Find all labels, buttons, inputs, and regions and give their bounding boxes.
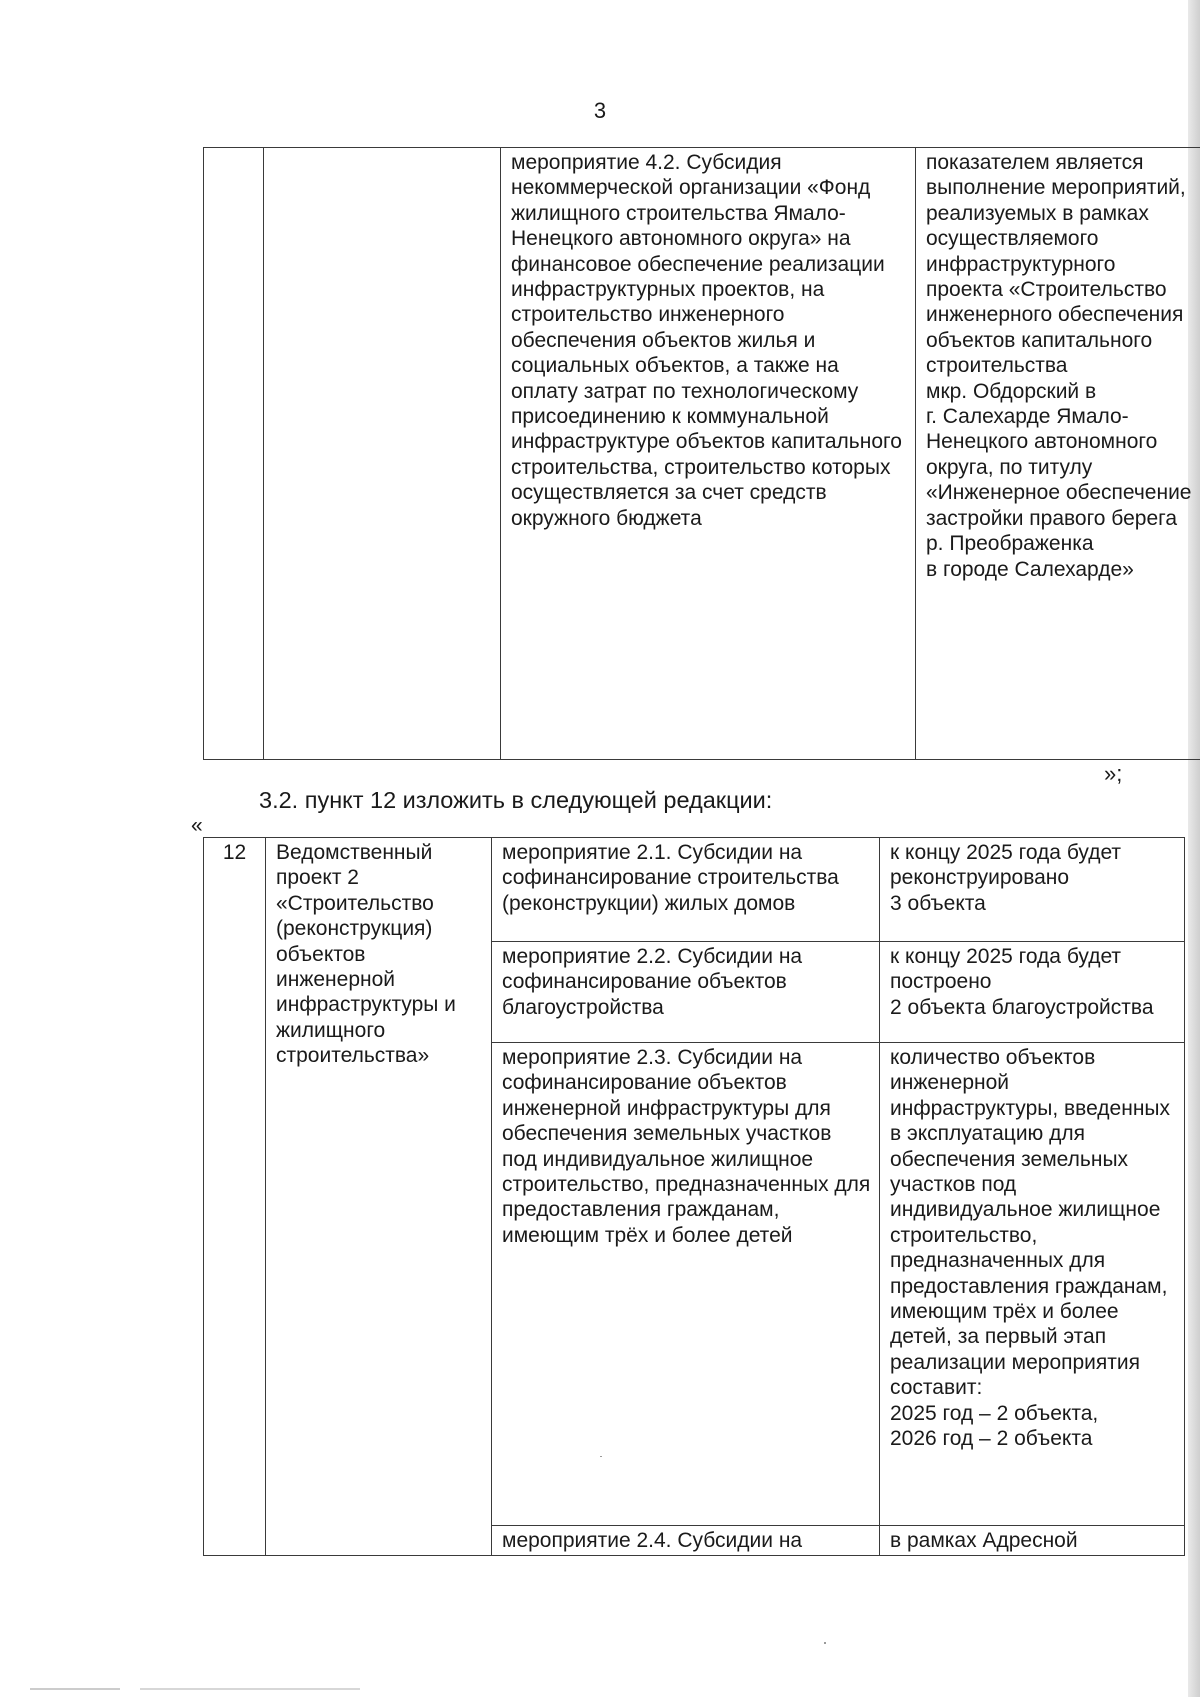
continuation-table [203, 147, 1200, 760]
measure-cell: мероприятие 2.3. Субсидии на софинансирование объектов инженерной инфраструктуры для обеспечения земельных участков под индивидуальное жилищное строительство, предназначенных для предоставления гражданам, имеющим трёх и более детей [492, 1043, 880, 1526]
closing-quote-mark: »; [1104, 761, 1123, 786]
amendment-paragraph: 3.2. пункт 12 изложить в следующей редакции: [259, 787, 773, 813]
item-12-table [203, 837, 1185, 1556]
measure-cell: мероприятие 2.4. Субсидии на [492, 1526, 880, 1556]
measure-cell: мероприятие 4.2. Субсидия некоммерческой организации «Фонд жилищного строительства Ямало-Ненецкого автономного округа» на финансовое обеспечение реализации инфраструктурных проектов, на строительство инженерного обеспечения объектов жилья и социальных объектов, а также на оплату затрат по технологическому присоединению к коммунальной инфраструктуре объектов капитального строительства, строительство которых осуществляется за счет средств окружного бюджета [501, 148, 916, 760]
scan-speck [824, 1642, 826, 1644]
project-cell [264, 148, 501, 760]
measure-cell: мероприятие 2.1. Субсидии на софинансирование строительства (реконструкции) жилых домов [492, 838, 880, 942]
result-cell: к концу 2025 года будет построено 2 объекта благоустройства [880, 942, 1185, 1043]
scan-speck [600, 1456, 602, 1457]
page-number: 3 [593, 98, 607, 123]
result-cell: показателем является выполнение мероприятий, реализуемых в рамках осуществляемого инфраструктурного проекта «Строительство инженерного обеспечения объектов капитального строительства мкр. Обдорский в г. Салехарде Ямало-Ненецкого автономного округа, по титулу «Инженерное обеспечение застройки правого берега р. Преображенка в городе Салехарде» [916, 148, 1200, 760]
table-row [204, 148, 1200, 760]
opening-quote-mark: « [191, 814, 203, 837]
scan-speck [30, 1688, 120, 1690]
measure-cell: мероприятие 2.2. Субсидии на софинансирование объектов благоустройства [492, 942, 880, 1043]
scan-speck [140, 1688, 360, 1690]
result-cell: количество объектов инженерной инфраструктуры, введенных в эксплуатацию для обеспечения земельных участков под индивидуальное жилищное строительство, предназначенных для предоставления гражданам, имеющим трёх и более детей, за первый этап реализации мероприятия составит: 2025 год – 2 объекта, 2026 год – 2 объекта [880, 1043, 1185, 1526]
project-cell: Ведомственный проект 2 «Строительство (реконструкция) объектов инженерной инфраструктуры и жилищного строительства» [266, 838, 492, 1556]
table-row [204, 838, 1185, 942]
item-number-cell: 12 [204, 838, 266, 1556]
row-number-cell [204, 148, 264, 760]
result-cell: к концу 2025 года будет реконструировано 3 объекта [880, 838, 1185, 942]
result-cell: в рамках Адресной [880, 1526, 1185, 1556]
